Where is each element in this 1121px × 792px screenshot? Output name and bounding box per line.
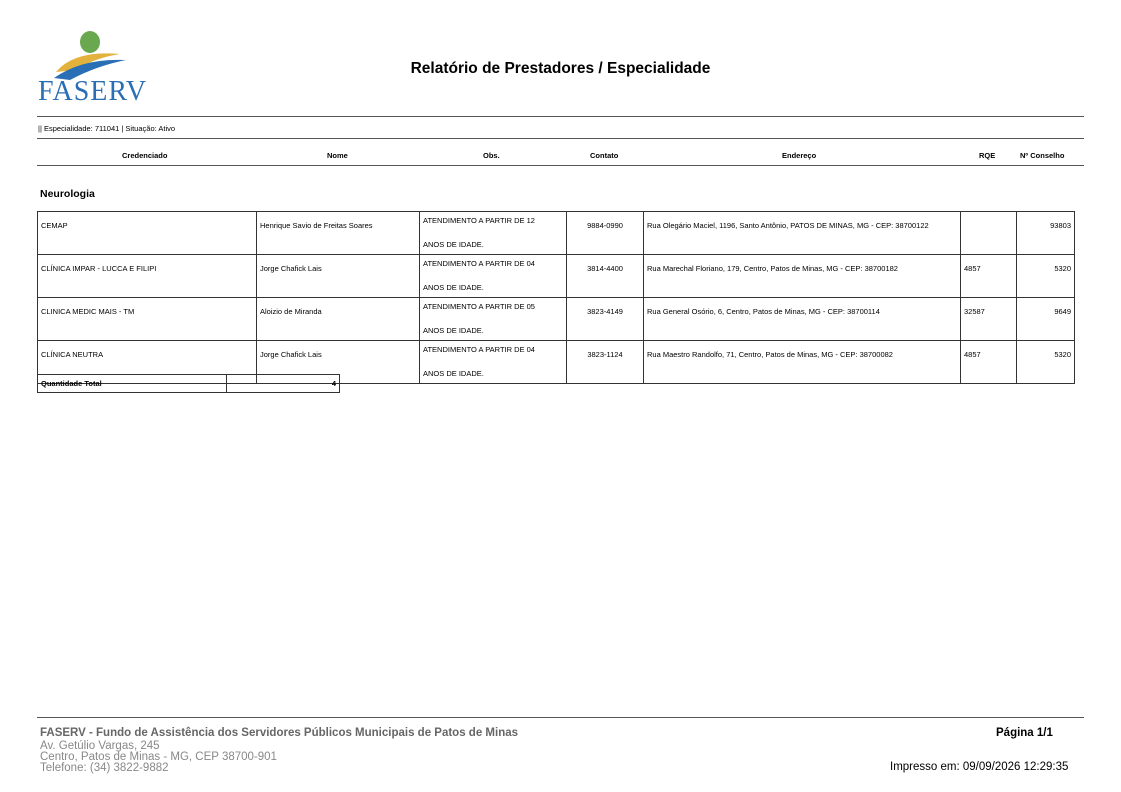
cell-contato: 3814-4400 [567, 255, 644, 298]
cell-endereco: Rua General Osório, 6, Centro, Patos de Minas, MG - CEP: 38700114 [644, 298, 961, 341]
cell-nome: Jorge Chafick Lais [257, 341, 420, 384]
cell-contato: 9884-0990 [567, 212, 644, 255]
obs-line-1: ATENDIMENTO A PARTIR DE 12 [423, 216, 535, 225]
cell-nome: Henrique Savio de Freitas Soares [257, 212, 420, 255]
cell-conselho: 9649 [1017, 298, 1075, 341]
col-header-credenciado: Credenciado [122, 151, 168, 160]
col-header-rqe: RQE [979, 151, 996, 160]
cell-credenciado: CLÍNICA IMPAR - LUCCA E FILIPI [38, 255, 257, 298]
filter-text: || Especialidade: 711041 | Situação: Ativo [38, 124, 176, 133]
footer-divider [37, 717, 1084, 718]
cell-contato: 3823-4149 [567, 298, 644, 341]
providers-table [37, 211, 1075, 384]
obs-line-1: ATENDIMENTO A PARTIR DE 05 [423, 302, 535, 311]
total-table [37, 374, 340, 393]
cell-rqe: 32587 [961, 298, 1017, 341]
divider [37, 116, 1084, 117]
table-row [38, 212, 1075, 255]
cell-endereco: Rua Marechal Floriano, 179, Centro, Patos de Minas, MG - CEP: 38700182 [644, 255, 961, 298]
cell-conselho: 5320 [1017, 255, 1075, 298]
obs-line-2: ANOS DE IDADE. [423, 283, 484, 292]
cell-contato: 3823-1124 [567, 341, 644, 384]
divider [37, 165, 1084, 166]
obs-line-1: ATENDIMENTO A PARTIR DE 04 [423, 345, 535, 354]
cell-obs [420, 212, 567, 255]
col-header-endereco: Endereço [782, 151, 817, 160]
divider [37, 138, 1084, 139]
report-title: Relatório de Prestadores / Especialidade [410, 60, 711, 77]
printed-timestamp: Impresso em: 09/09/2026 12:29:35 [890, 761, 1069, 773]
cell-obs [420, 298, 567, 341]
col-header-nome: Nome [327, 151, 348, 160]
cell-obs [420, 341, 567, 384]
total-value: 4 [227, 375, 340, 393]
total-label: Quantidade Total [38, 375, 227, 393]
cell-conselho: 5320 [1017, 341, 1075, 384]
col-header-conselho: Nº Conselho [1020, 151, 1065, 160]
page-number: Página 1/1 [996, 727, 1053, 739]
obs-line-2: ANOS DE IDADE. [423, 240, 484, 249]
cell-rqe: 4857 [961, 341, 1017, 384]
cell-obs [420, 255, 567, 298]
col-header-contato: Contato [590, 151, 619, 160]
cell-conselho: 93803 [1017, 212, 1075, 255]
cell-credenciado: CLINICA MEDIC MAIS - TM [38, 298, 257, 341]
obs-line-2: ANOS DE IDADE. [423, 369, 484, 378]
footer-organization: FASERV - Fundo de Assistência dos Servidores Públicos Municipais de Patos de Minas [40, 727, 519, 739]
footer-address-2: Centro, Patos de Minas - MG, CEP 38700-901 [40, 751, 277, 763]
cell-endereco: Rua Olegário Maciel, 1196, Santo Antônio, PATOS DE MINAS, MG - CEP: 38700122 [644, 212, 961, 255]
footer-address-1: Av. Getúlio Vargas, 245 [40, 740, 160, 752]
cell-nome: Aloizio de Miranda [257, 298, 420, 341]
obs-line-2: ANOS DE IDADE. [423, 326, 484, 335]
obs-line-1: ATENDIMENTO A PARTIR DE 04 [423, 259, 535, 268]
cell-rqe: 4857 [961, 255, 1017, 298]
table-row [38, 255, 1075, 298]
logo-text: FASERV [38, 76, 148, 107]
table-row [38, 298, 1075, 341]
cell-rqe [961, 212, 1017, 255]
cell-nome: Jorge Chafick Lais [257, 255, 420, 298]
footer-phone: Telefone: (34) 3822-9882 [40, 762, 169, 774]
cell-credenciado: CEMAP [38, 212, 257, 255]
col-header-obs: Obs. [483, 151, 500, 160]
section-title: Neurologia [40, 188, 95, 200]
cell-endereco: Rua Maestro Randolfo, 71, Centro, Patos de Minas, MG - CEP: 38700082 [644, 341, 961, 384]
cell-credenciado: CLÍNICA NEUTRA [38, 341, 257, 384]
